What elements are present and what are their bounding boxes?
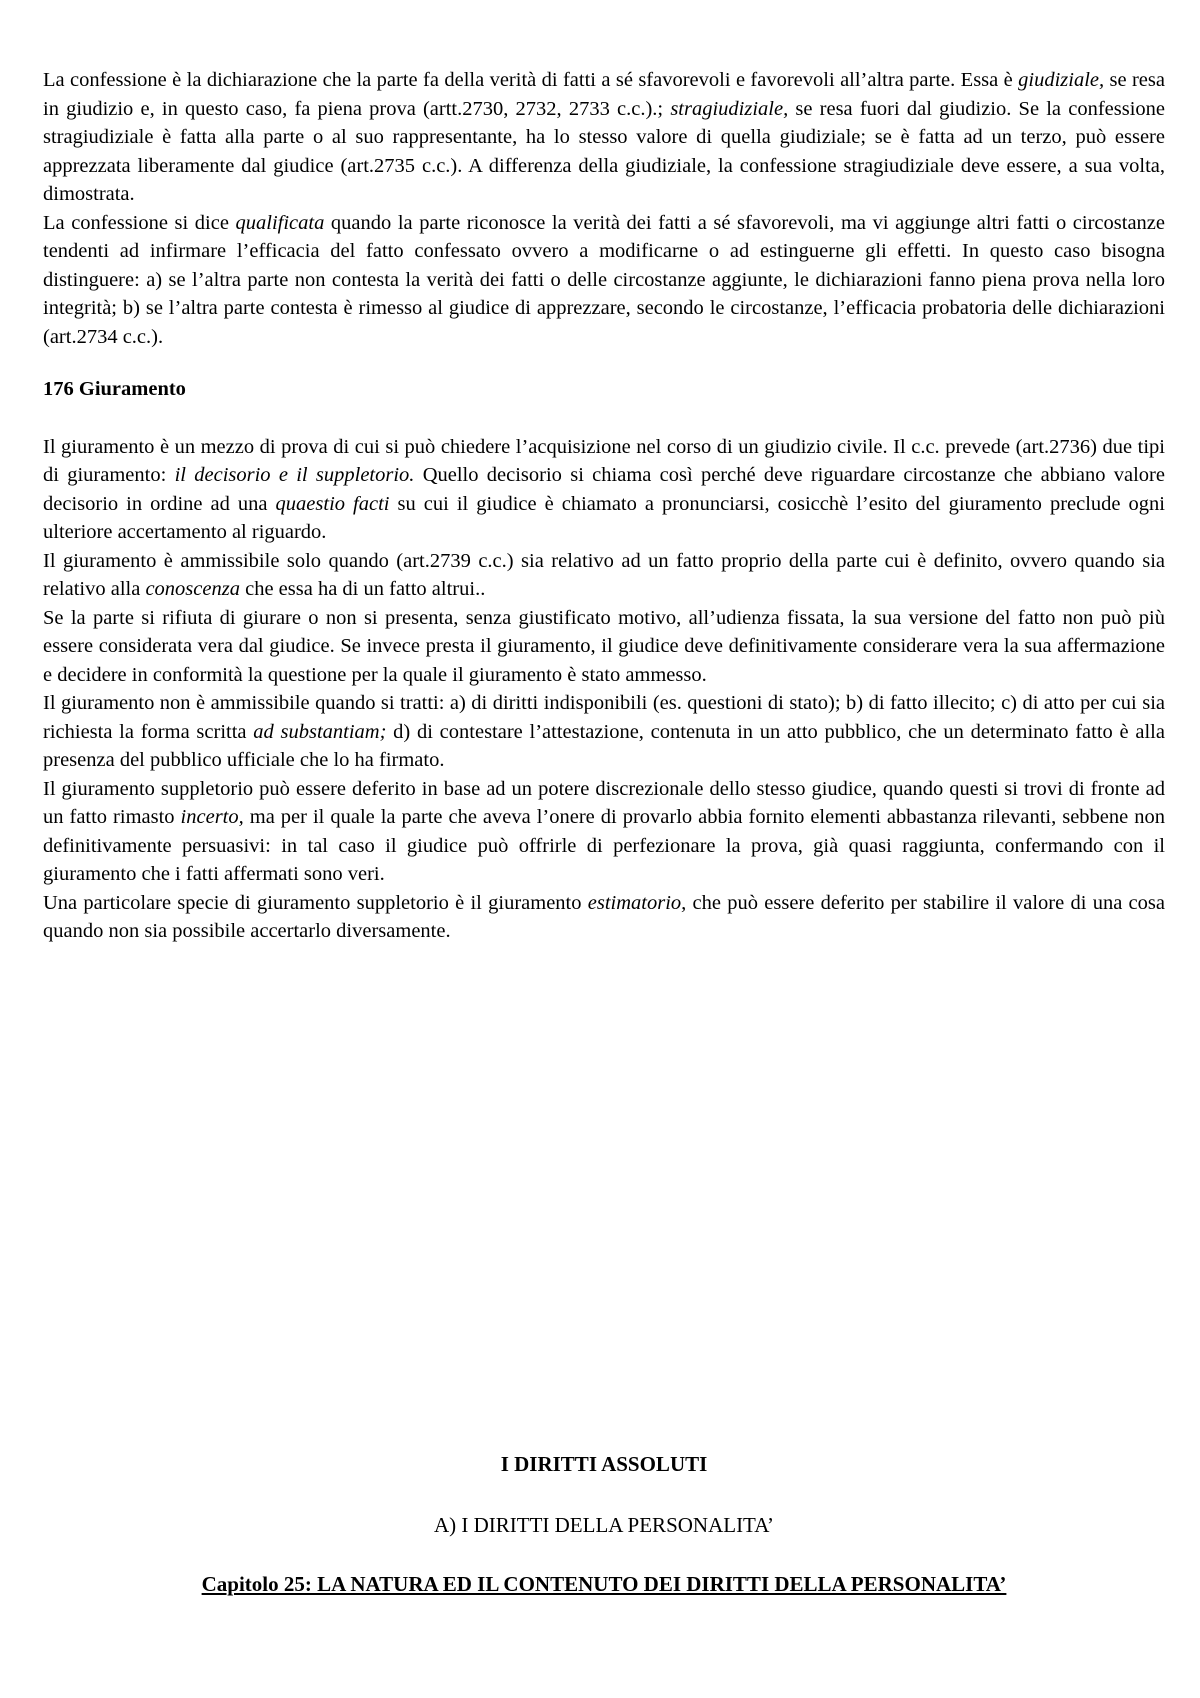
italic-term-quaestio-facti: quaestio facti (275, 492, 390, 515)
text-run: La confessione è la dichiarazione che la parte fa della verità di fatti a sé sfavorevoli e favorevoli all’altra parte. Essa è (43, 69, 1019, 91)
italic-term-estimatorio: estimatorio, (587, 891, 687, 914)
text-run: quando la parte riconosce la verità dei fatti a sé sfavorevoli, ma vi aggiunge altri fatti o circostanze tendenti ad infirmare l’efficacia del fatto confessato ovvero a modificarne o ad estinguerne gli effetti. In questo caso bisogna distinguere: a) se l’altra parte non contesta la verità dei fatti o delle circostanze aggiunte, le dichiarazioni fanno piena prova nella loro integrità; b) se l’altra parte contesta è rimesso al giudice di apprezzare, secondo le circostanze, l’efficacia probatoria delle dichiarazioni (art.2734 c.c.). (43, 211, 1165, 348)
chapter-title: Capitolo 25: LA NATURA ED IL CONTENUTO DEI DIRITTI DELLA PERSONALITA’ (201, 1572, 1007, 1596)
italic-term-conoscenza: conoscenza (145, 578, 240, 600)
text-run: su cui il giudice è chiamato a pronunciarsi, cosicchè l’esito del giuramento preclude ogni ulteriore accertamento al riguardo. (43, 492, 1165, 543)
part-title: I DIRITTI ASSOLUTI (500, 1452, 708, 1476)
spacer (43, 404, 1165, 433)
italic-term-giudiziale: giudiziale, (1018, 69, 1105, 91)
text-run: se resa in giudizio e, in questo caso, fa piena prova (artt.2730, 2732, 2733 c.c.).; (43, 69, 1165, 120)
italic-term-ad-substantiam: ad substantiam; (253, 720, 387, 743)
italic-term-decisorio-suppletorio: il decisorio e il suppletorio. (174, 464, 415, 486)
text-run: d) di contestare l’attestazione, contenuta in un atto pubblico, che un determinato fatto è alla presenza del pubblico ufficiale che lo ha firmato. (43, 720, 1165, 771)
paragraph-giuramento-6 (43, 889, 1165, 946)
paragraph-giuramento-4 (43, 689, 1165, 775)
text-run: ma per il quale la parte che aveva l’onere di provarlo abbia fornito elementi abbastanza rilevanti, sebbene non definitivamente persuasivi: in tal caso il giudice può offrirle di perfezionare la prova, già quasi raggiunta, confermando con il giuramento che i fatti affermati sono veri. (43, 806, 1165, 885)
paragraph-confessione-1 (43, 66, 1165, 209)
text-run: Il giuramento è ammissibile solo quando (art.2739 c.c.) sia relativo ad un fatto proprio della parte cui è definito, ovvero quando sia relativo alla (43, 549, 1165, 600)
text-run: che può essere deferito per stabilire il valore di una cosa quando non sia possibile accertarlo diversamente. (43, 891, 1165, 942)
text-run: La confessione si dice (43, 211, 236, 234)
document-page (43, 66, 1165, 946)
text-run: Il giuramento suppletorio può essere deferito in base ad un potere discrezionale dello stesso giudice, quando questi si trovi di fronte ad un fatto rimasto (43, 777, 1165, 828)
italic-term-incerto: incerto, (180, 806, 244, 828)
text-run: Una particolare specie di giuramento suppletorio è il giuramento (43, 891, 588, 914)
section-subtitle: A) I DIRITTI DELLA PERSONALITA’ (433, 1513, 775, 1537)
paragraph-confessione-2 (43, 209, 1165, 352)
text-run: Il giuramento è un mezzo di prova di cui si può chiedere l’acquisizione nel corso di un giudizio civile. Il c.c. prevede (art.2736) due tipi di giuramento: (43, 435, 1165, 486)
paragraph-giuramento-5 (43, 775, 1165, 889)
paragraph-giuramento-1 (43, 433, 1165, 547)
italic-term-qualificata: qualificata (235, 211, 325, 234)
italic-term-stragiudiziale: stragiudiziale, (670, 97, 789, 120)
paragraph-giuramento-3: Se la parte si rifiuta di giurare o non si presenta, senza giustificato motivo, all’udienza fissata, la sua versione del fatto non può più essere considerata vera dal giudice. Se invece presta il giuramento, il giudice deve definitivamente considerare vera la sua affermazione e decidere in conformità la questione per la quale il giuramento è stato ammesso. (43, 606, 1165, 686)
section-heading-giuramento: 176 Giuramento (43, 378, 186, 400)
text-run: Quello decisorio si chiama così perché deve riguardare circostanze che abbiano valore decisorio in ordine ad una (43, 464, 1165, 515)
text-run: che essa ha di un fatto altrui.. (239, 578, 486, 600)
paragraph-giuramento-2 (43, 547, 1165, 604)
text-run: Il giuramento non è ammissibile quando si tratti: a) di diritti indisponibili (es. questioni di stato); b) di fatto illecito; c) di atto per cui sia richiesta la forma scritta (43, 692, 1165, 743)
text-run: se resa fuori dal giudizio. Se la confessione stragiudiziale è fatta alla parte o al suo rappresentante, ha lo stesso valore di quella giudiziale; se è fatta ad un terzo, può essere apprezzata liberamente dal giudice (art.2735 c.c.). A differenza della giudiziale, la confessione stragiudiziale deve essere, a sua volta, dimostrata. (43, 97, 1165, 205)
spacer (43, 351, 1165, 375)
